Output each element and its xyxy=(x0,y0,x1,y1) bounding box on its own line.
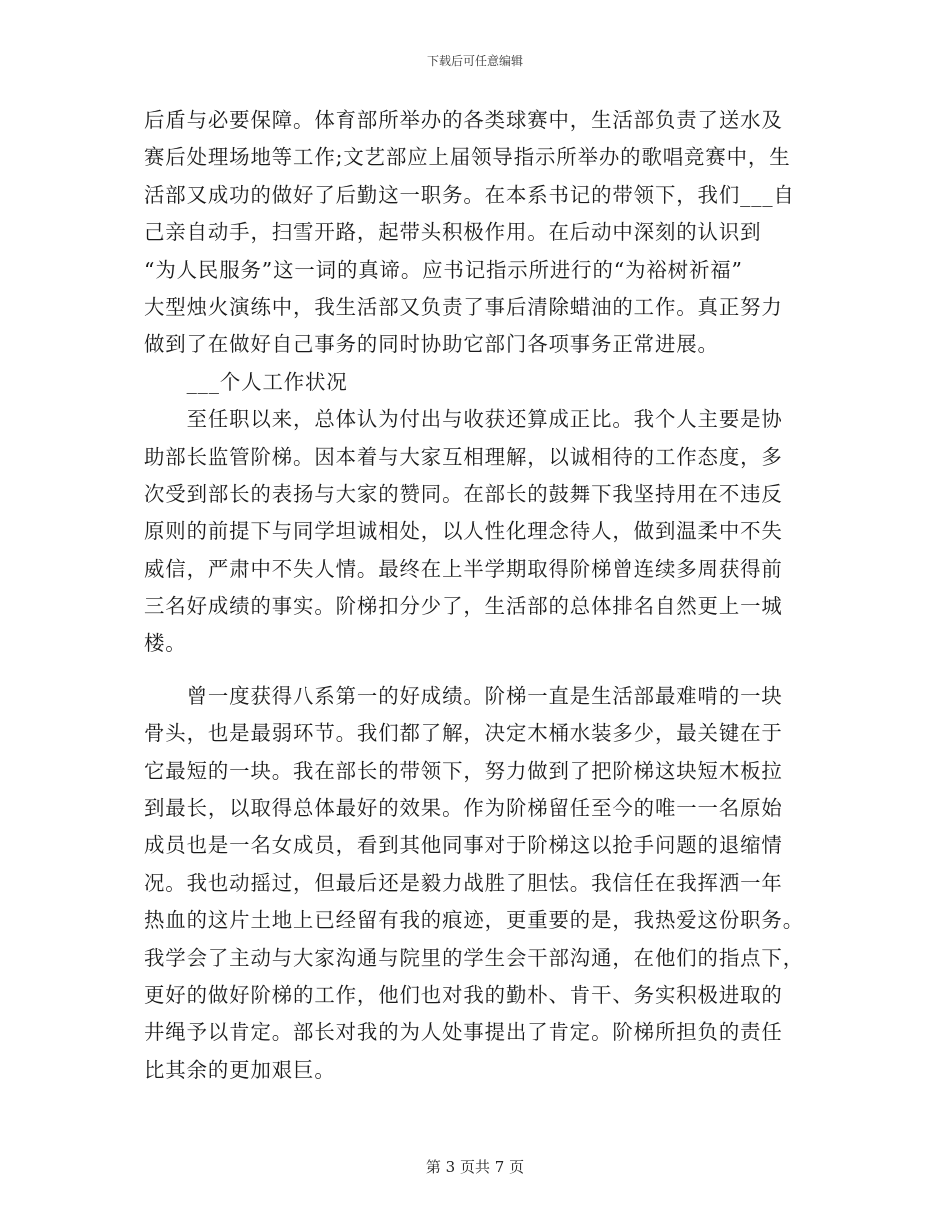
section-heading: ___个人工作状况 xyxy=(144,369,348,394)
text-line: 到最长，以取得总体最好的效果。作为阶梯留任至今的唯一一名原始 xyxy=(144,796,783,821)
text-line: 成员也是一名女成员，看到其他同事对于阶梯这以抢手问题的退缩情 xyxy=(144,833,783,858)
text-line: 助部长监管阶梯。因本着与大家互相理解，以诚相待的工作态度，多 xyxy=(144,444,783,469)
text-line: 更好的做好阶梯的工作，他们也对我的勤朴、肯干、务实积极进取的 xyxy=(144,982,783,1007)
text-line: 井绳予以肯定。部长对我的为人处事提出了肯定。阶梯所担负的责任 xyxy=(144,1020,783,1045)
text-line: 况。我也动摇过，但最后还是毅力战胜了胆怯。我信任在我挥洒一年 xyxy=(144,870,783,895)
text-line: 曾一度获得八系第一的好成绩。阶梯一直是生活部最难啃的一块 xyxy=(144,683,783,708)
text-line: 后盾与必要保障。体育部所举办的各类球赛中，生活部负责了送水及 xyxy=(144,108,783,132)
document-body xyxy=(144,102,804,1089)
text-line: 我学会了主动与大家沟通与院里的学生会干部沟通，在他们的指点下， xyxy=(144,945,805,970)
text-line: 威信，严肃中不失人情。最终在上半学期取得阶梯曾连续多周获得前 xyxy=(144,556,783,581)
text-line: 比其余的更加艰巨。 xyxy=(144,1057,336,1082)
text-line: 楼。 xyxy=(144,631,187,656)
text-line: 至任职以来，总体认为付出与收获还算成正比。我个人主要是协 xyxy=(144,407,783,432)
page-number-footer: 第 3 页共 7 页 xyxy=(425,1158,525,1176)
paragraph-gap xyxy=(144,663,804,678)
text-line: “为人民服务”这一词的真谛。应书记指示所进行的“为裕树祈福” xyxy=(144,257,743,282)
text-line: 次受到部长的表扬与大家的赞同。在部长的鼓舞下我坚持用在不违反 xyxy=(144,481,783,506)
text-line: 三名好成绩的事实。阶梯扣分少了，生活部的总体排名自然更上一城 xyxy=(144,594,783,619)
text-line: 活部又成功的做好了后勤这一职务。在本系书记的带领下，我们___自 xyxy=(144,182,795,207)
text-line: 做到了在做好自己事务的同时协助它部门各项事务正常进展。 xyxy=(144,332,719,357)
text-line: 己亲自动手，扫雪开路，起带头积极作用。在后动中深刻的认识到 xyxy=(144,220,762,245)
page-header: 下载后可任意编辑 xyxy=(426,54,523,68)
text-line: 赛后处理场地等工作;文艺部应上届领导指示所举办的歌唱竞赛中，生 xyxy=(144,145,791,170)
text-line: 大型烛火演练中，我生活部又负责了事后清除蜡油的工作。真正努力 xyxy=(144,294,783,319)
text-line: 原则的前提下与同学坦诚相处，以人性化理念待人，做到温柔中不失 xyxy=(144,519,783,544)
text-line: 它最短的一块。我在部长的带领下，努力做到了把阶梯这块短木板拉 xyxy=(144,758,783,783)
text-line: 骨头，也是最弱环节。我们都了解，决定木桶水装多少，最关键在于 xyxy=(144,721,783,746)
text-line: 热血的这片土地上已经留有我的痕迹，更重要的是，我热爱这份职务。 xyxy=(144,908,805,933)
